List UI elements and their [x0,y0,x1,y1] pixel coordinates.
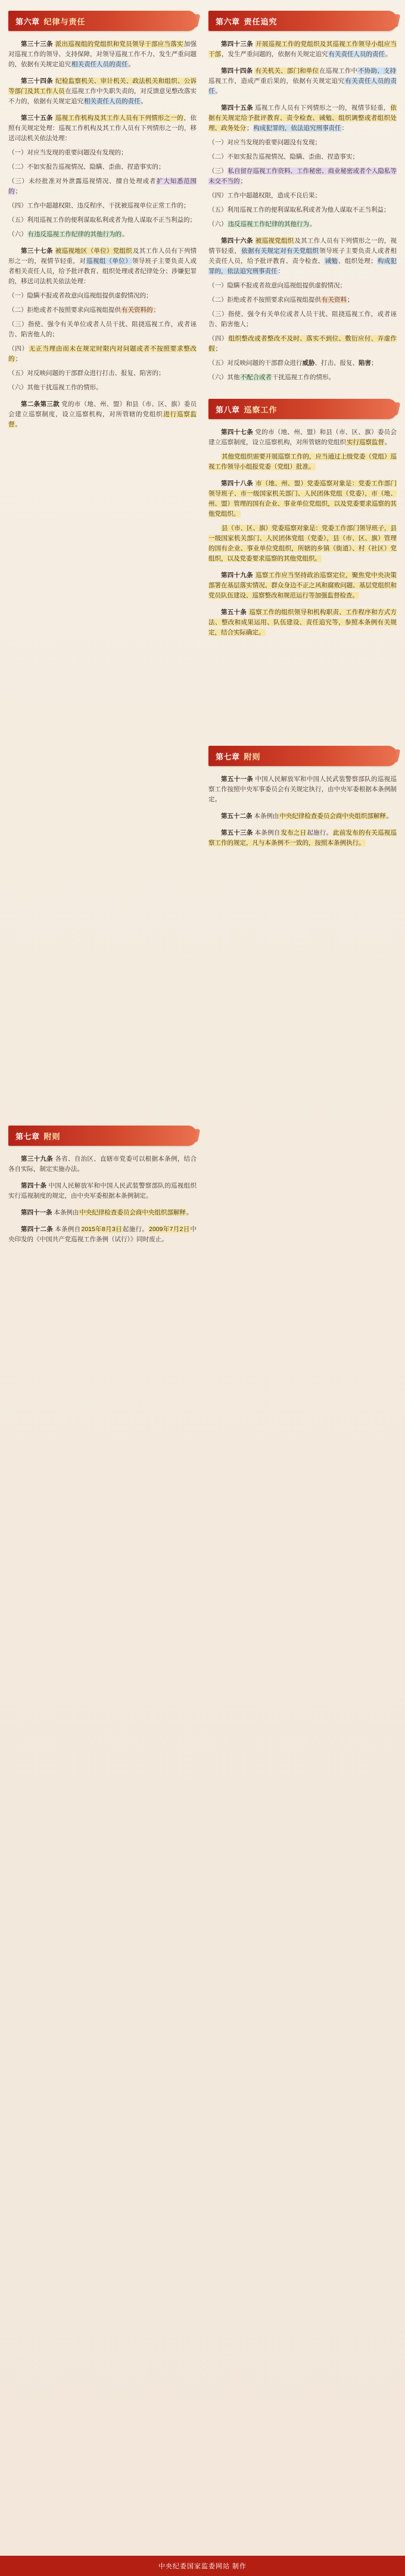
article-2-paragraph-3 [8,399,197,430]
column-spacer [8,794,197,830]
article-item: （三）指使、强令有关单位或者人员干扰、阻挠巡视工作，或者诬告、陷害他人的； [8,321,197,338]
article-item: （一）隐瞒不报或者故意向巡视组提供虚假情况的； [8,292,152,299]
column-spacer [8,758,197,794]
article-item: （五）利用巡视工作的便利谋取私利或者为他人谋取不正当利益的； [8,216,196,224]
column-spacer [8,723,197,758]
column-spacer [8,687,197,723]
chapter-heading-right-8 [208,399,397,419]
column-spacer [8,579,197,615]
article-item: （三）私自留存巡视工作资料、工作秘密、商业秘密或者个人隐私等未交不当的； [208,168,397,185]
chapter-title: 纪律与责任 [43,17,86,26]
article-paragraph: 第四十七条 党的市（地、州、盟）和县（市、区、旗）委员会建立巡察制度，设立巡察机构，对所管辖的党组织实行巡察监督。 [208,429,397,446]
article-item: （二）不如实报告巡视情况、隐瞒、歪曲、捏造事实； [208,153,359,160]
chapter-heading-right-7 [208,746,397,766]
article-item: （四）无正当理由而未在规定时限内对问题或者不按照要求整改的； [8,345,197,362]
chapter-number: 第七章 [15,1132,40,1141]
chapter-heading-right-6 [208,11,397,31]
article-paragraph: 县（市、区、旗）党委巡察对象是：党委工作部门领导班子，县一级国家机关部门、人民团体党组（党委），县（市、区、旗）管理的国有企业、事业单位党组织，所辖的乡镇（街道）、村（社区）党组织，以及党委要求巡察的其他党组织。 [208,525,397,562]
article-paragraph: 第二条第三款 党的市（地、州、盟）和县（市、区、旗）委员会建立巡察制度，设立巡察机构，对所管辖的党组织进行巡察监督。 [8,401,197,428]
chapter-title: 附则 [244,752,261,761]
article-40 [8,1181,197,1201]
chapter-number: 第六章 [15,17,40,26]
column-spacer [8,508,197,544]
column-spacer [208,644,397,665]
article-39 [8,1154,197,1174]
article-item: （二）拒绝或者不按照要求向巡视组提供有关资料； [208,296,354,303]
article-paragraph: 第五十二条 本条例由中央纪律检查委员会商中央组织部解释。 [221,813,393,820]
article-item: （六）其他干扰巡视工作的情形。 [8,384,102,391]
article-item: （五）利用巡视工作的便利谋取私利或者为他人谋取不正当利益； [208,206,390,213]
article-paragraph: 第三十九条 各省、自治区、直辖市党委可以根据本条例，结合各自实际，制定实施办法。 [8,1155,197,1173]
chapter-heading-left-7 [8,1126,197,1146]
article-paragraph: 第四十九条 巡察工作应当坚持政治巡察定位，聚焦党中央决策部署在基层落实情况、群众身边不正之风和腐败问题、基层党组织和党员队伍建设、巡察整改和规范运行等加强监督检查。 [208,572,397,599]
article-item: （四）工作中超越权限，造成不良后果； [208,192,321,199]
article-item: （二）拒绝或者不按照要求向巡视组提供有关资料的； [8,306,160,314]
article-paragraph: 第三十四条 纪检监察机关、审计机关、政法机关和组织、公诉等部门及其工作人员在巡视工作中失职失责的，对反馈意见整改落实不力的，依据有关规定追究相关责任人员的责任。 [8,78,197,105]
article-paragraph: 第四十条 中国人民解放军和中国人民武装警察部队的巡视组织实行巡视制度的规定，由中央军委根据本条例制定。 [8,1182,197,1199]
column-spacer [8,866,197,901]
article-paragraph: 第五十条 巡察工作的组织领导和机构职责、工作程序和方式方法、整改和成果运用、队伍建设、责任追究等，参照本条例有关规定，结合实际确定。 [208,609,397,636]
article-47 [208,427,397,472]
article-paragraph: 第三十三条 派出巡视组的党组织和党员领导干部应当落实加强对巡视工作的领导、支持保障，对领导巡视工作不力、发生严重问题的，依据有关规定追究相关责任人员的责任。 [8,41,197,68]
article-item: （五）对反映问题的干部群众进行打击、报复、陷害的； [8,370,165,377]
article-51 [208,774,397,805]
column-spacer [8,1009,197,1044]
chapter-title: 巡察工作 [244,405,278,414]
two-column-layout [0,0,405,1251]
column-spacer [8,1044,197,1080]
article-item: （四）组织整改或者整改不及时、落实不到位、敷衍应付、弄虚作假； [208,335,397,352]
article-item: （四）工作中超越权限、违反程序、干扰被巡视单位正常工作的； [8,202,190,209]
article-paragraph: 第四十六条 被巡视党组织及其工作人员有下列情形之一的，视情节轻重，依据有关规定对有关党组织领导班子主要负责人或者相关责任人员，给予批评教育、责令检查、诫勉、组织处理；构成犯罪的，依法追究刑事责任： [208,237,397,275]
article-paragraph: 其他党组织需要开展巡察工作的，应当通过上级党委（党组）巡视工作领导小组报党委（党组）批准。 [208,453,397,470]
article-item: （二）不如实报告巡视情况、隐瞒、歪曲、捏造事实的； [8,163,165,171]
chapter-number: 第八章 [216,405,240,414]
article-item: （六）违反巡视工作纪律的其他行为。 [208,221,316,228]
article-35 [8,113,197,240]
left-column [8,11,202,1251]
column-spacer [208,389,397,399]
chapter-title: 责任追究 [244,17,278,26]
article-53 [208,828,397,848]
column-spacer [8,1116,197,1126]
article-paragraph: 第四十五条 巡视工作人员有下列情形之一的，视情节轻重，依据有关规定给予批评教育、责令检查、诫勉、组织调整或者组织处理、政务处分；构成犯罪的，依法追究刑事责任： [208,104,397,132]
article-item: （六）其他不配合或者干扰巡视工作的情形。 [208,374,335,381]
right-column [202,11,397,855]
column-spacer [8,973,197,1009]
column-spacer [208,665,397,700]
column-spacer [8,937,197,973]
article-48 [208,479,397,564]
column-spacer [8,1080,197,1116]
column-spacer [8,436,197,472]
article-item: （五）对反映问题的干部群众进行威胁、打击、报复、陷害； [208,359,378,367]
article-52 [208,811,397,822]
article-37 [8,246,197,393]
article-36 [8,39,197,70]
article-paragraph: 第三十七条 被巡视地区（单位）党组织及其工作人员有下列情形之一的，视情节轻重，对巡视组（单位）领导班子主要负责人或者相关责任人员，给予批评教育、组织处理或者纪律处分；涉嫌犯罪的，移送司法机关依法处理： [8,247,197,285]
article-paragraph: 第四十三条 开展巡视工作的党组织及其巡视工作领导小组应当干部，发生严重问题的，依据有关规定追究有关责任人员的责任。 [208,41,397,58]
article-paragraph: 第四十四条 有关机关、部门和单位在巡视工作中不协助、支持巡视工作，造成严重后果的，依据有关规定追究有关责任人员的责任。 [208,67,397,95]
article-item: （六）有违反巡视工作纪律的其他行为的。 [8,231,129,238]
article-41 [8,1208,197,1218]
column-spacer [8,830,197,866]
article-34 [8,76,197,107]
article-paragraph: 第四十八条 市（地、州、盟）党委巡察对象是：党委工作部门领导班子、市一级国家机关部门、人民团体党组（党委），市（地、州、盟）管理的国有企业、事业单位党组织，以及党委要求巡察的其他党组织。 [208,480,397,517]
article-item: （一）对应当发现的重要问题没有发现； [208,139,321,146]
article-paragraph: 第五十三条 本条例自发布之日起施行。此前发布的有关巡视巡察工作的规定，凡与本条例不一致的，按照本条例执行。 [208,829,397,847]
chapter-number: 第六章 [216,17,240,26]
article-50 [208,607,397,638]
article-paragraph: 第三十五条 巡视工作机构及其工作人员有下列情形之一的，依照有关规定处理：巡视工作机构及其工作人员有下列情形之一的，移送司法机关依法处理： [8,114,197,142]
article-46 [208,236,397,383]
article-42 [8,1225,197,1245]
chapter-heading-left-6 [8,11,197,31]
article-paragraph: 第四十一条 本条例由中央纪律检查委员会商中央组织部解释。 [21,1209,193,1216]
article-item: （三）未经批准对外泄露巡视情况、擅自处理或者扩大知悉范围的； [8,178,197,195]
column-spacer [8,651,197,687]
column-spacer [8,544,197,579]
article-paragraph: 第五十一条 中国人民解放军和中国人民武装警察部队的巡视巡察工作按照中央军事委员会有关规定执行，由中央军委根据本条例制定。 [208,776,397,803]
article-44 [208,66,397,97]
article-item: （一）对应当发现的重要问题没有发现的； [8,149,127,156]
chapter-title: 附则 [43,1132,61,1141]
article-item: （三）指使、强令有关单位或者人员干扰、阻挠巡视工作，或者诬告、陷害他人； [208,311,397,328]
column-spacer [208,700,397,736]
chapter-number: 第七章 [216,752,240,761]
column-spacer [208,736,397,746]
article-45 [208,103,397,230]
article-43 [208,39,397,60]
footer-credit: 中央纪委国家监委网站 制作 [0,2556,405,2576]
article-paragraph: 第四十二条 本条例自2015年8月3日起施行。2009年7月2日中央印发的《中国共产党巡视工作条例（试行）》同时废止。 [8,1226,197,1243]
article-item: （一）隐瞒不报或者故意向巡视组提供虚假情况； [208,282,346,289]
article-49 [208,571,397,601]
column-spacer [8,472,197,508]
column-spacer [8,901,197,937]
column-spacer [8,615,197,651]
